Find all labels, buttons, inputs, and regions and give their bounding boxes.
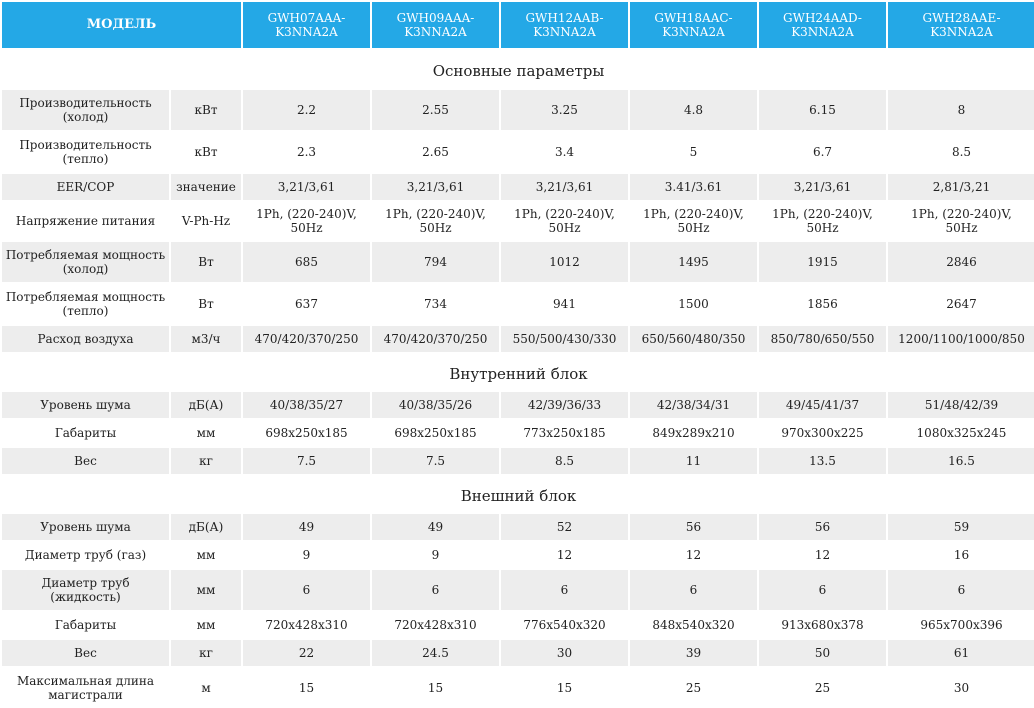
param-unit: кг xyxy=(170,447,242,475)
value-cell: 3,21/3,61 xyxy=(242,173,371,201)
param-unit: кВт xyxy=(170,89,242,131)
value-cell: 2.65 xyxy=(371,131,500,173)
value-cell: 1500 xyxy=(629,283,758,325)
value-cell: 3,21/3,61 xyxy=(500,173,629,201)
value-cell: 24.5 xyxy=(371,639,500,667)
section-header-row xyxy=(1,49,1034,89)
value-cell: 5 xyxy=(629,131,758,173)
param-name: EER/COP xyxy=(1,173,170,201)
value-cell: 42/38/34/31 xyxy=(629,391,758,419)
value-cell: 6 xyxy=(887,569,1034,611)
section-title: Основные параметры xyxy=(1,49,1034,89)
param-name: Производительность (холод) xyxy=(1,89,170,131)
param-unit: м xyxy=(170,667,242,708)
spec-row xyxy=(1,447,1034,475)
param-name: Габариты xyxy=(1,611,170,639)
value-cell: 3,21/3,61 xyxy=(758,173,887,201)
param-unit: кг xyxy=(170,639,242,667)
value-cell: 61 xyxy=(887,639,1034,667)
value-cell: 8 xyxy=(887,89,1034,131)
value-cell: 39 xyxy=(629,639,758,667)
value-cell: 49 xyxy=(371,513,500,541)
value-cell: 42/39/36/33 xyxy=(500,391,629,419)
model-column-header: GWH07AAA- K3NNA2A xyxy=(242,1,371,49)
spec-row xyxy=(1,283,1034,325)
value-cell: 3,21/3,61 xyxy=(371,173,500,201)
param-name: Диаметр труб (газ) xyxy=(1,541,170,569)
model-column-header: GWH12AAB- K3NNA2A xyxy=(500,1,629,49)
value-cell: 1856 xyxy=(758,283,887,325)
value-cell: 1495 xyxy=(629,241,758,283)
value-cell: 59 xyxy=(887,513,1034,541)
value-cell: 50 xyxy=(758,639,887,667)
value-cell: 25 xyxy=(758,667,887,708)
param-unit: Вт xyxy=(170,241,242,283)
value-cell: 9 xyxy=(371,541,500,569)
value-cell: 56 xyxy=(758,513,887,541)
value-cell: 12 xyxy=(500,541,629,569)
value-cell: 850/780/650/550 xyxy=(758,325,887,353)
param-name: Расход воздуха xyxy=(1,325,170,353)
value-cell: 698x250x185 xyxy=(242,419,371,447)
value-cell: 849x289x210 xyxy=(629,419,758,447)
value-cell: 30 xyxy=(887,667,1034,708)
value-cell: 16.5 xyxy=(887,447,1034,475)
value-cell: 15 xyxy=(371,667,500,708)
value-cell: 698x250x185 xyxy=(371,419,500,447)
value-cell: 12 xyxy=(758,541,887,569)
value-cell: 470/420/370/250 xyxy=(242,325,371,353)
value-cell: 25 xyxy=(629,667,758,708)
value-cell: 1Ph, (220-240)V, 50Hz xyxy=(500,201,629,241)
value-cell: 650/560/480/350 xyxy=(629,325,758,353)
value-cell: 2846 xyxy=(887,241,1034,283)
value-cell: 550/500/430/330 xyxy=(500,325,629,353)
spec-row xyxy=(1,541,1034,569)
value-cell: 720x428x310 xyxy=(371,611,500,639)
value-cell: 970x300x225 xyxy=(758,419,887,447)
value-cell: 9 xyxy=(242,541,371,569)
param-name: Потребляемая мощность (холод) xyxy=(1,241,170,283)
value-cell: 913x680x378 xyxy=(758,611,887,639)
section-title: Внутренний блок xyxy=(1,353,1034,391)
spec-row xyxy=(1,391,1034,419)
section-header-row xyxy=(1,475,1034,513)
value-cell: 22 xyxy=(242,639,371,667)
spec-row xyxy=(1,325,1034,353)
param-unit: дБ(А) xyxy=(170,391,242,419)
value-cell: 8.5 xyxy=(887,131,1034,173)
value-cell: 2.55 xyxy=(371,89,500,131)
value-cell: 637 xyxy=(242,283,371,325)
spec-row xyxy=(1,131,1034,173)
param-unit: V-Ph-Hz xyxy=(170,201,242,241)
value-cell: 1012 xyxy=(500,241,629,283)
value-cell: 40/38/35/26 xyxy=(371,391,500,419)
param-unit: мм xyxy=(170,419,242,447)
value-cell: 470/420/370/250 xyxy=(371,325,500,353)
param-name: Диаметр труб (жидкость) xyxy=(1,569,170,611)
param-unit: значение xyxy=(170,173,242,201)
param-name: Уровень шума xyxy=(1,513,170,541)
param-unit: дБ(А) xyxy=(170,513,242,541)
value-cell: 7.5 xyxy=(242,447,371,475)
value-cell: 49 xyxy=(242,513,371,541)
value-cell: 1Ph, (220-240)V, 50Hz xyxy=(242,201,371,241)
spec-row xyxy=(1,639,1034,667)
value-cell: 685 xyxy=(242,241,371,283)
param-name: Уровень шума xyxy=(1,391,170,419)
param-unit: мм xyxy=(170,611,242,639)
value-cell: 6 xyxy=(242,569,371,611)
value-cell: 1Ph, (220-240)V, 50Hz xyxy=(887,201,1034,241)
value-cell: 11 xyxy=(629,447,758,475)
value-cell: 734 xyxy=(371,283,500,325)
param-unit: кВт xyxy=(170,131,242,173)
value-cell: 13.5 xyxy=(758,447,887,475)
value-cell: 6 xyxy=(500,569,629,611)
value-cell: 2,81/3,21 xyxy=(887,173,1034,201)
value-cell: 15 xyxy=(500,667,629,708)
spec-row xyxy=(1,201,1034,241)
param-unit: м3/ч xyxy=(170,325,242,353)
value-cell: 16 xyxy=(887,541,1034,569)
spec-row xyxy=(1,611,1034,639)
value-cell: 15 xyxy=(242,667,371,708)
value-cell: 773x250x185 xyxy=(500,419,629,447)
value-cell: 6 xyxy=(758,569,887,611)
value-cell: 4.8 xyxy=(629,89,758,131)
param-name: Максимальная длина магистрали xyxy=(1,667,170,708)
value-cell: 941 xyxy=(500,283,629,325)
value-cell: 49/45/41/37 xyxy=(758,391,887,419)
value-cell: 6 xyxy=(629,569,758,611)
value-cell: 40/38/35/27 xyxy=(242,391,371,419)
value-cell: 794 xyxy=(371,241,500,283)
model-column-header: GWH28AAE- K3NNA2A xyxy=(887,1,1034,49)
value-cell: 1Ph, (220-240)V, 50Hz xyxy=(371,201,500,241)
spec-row xyxy=(1,173,1034,201)
model-column-header: GWH24AAD- K3NNA2A xyxy=(758,1,887,49)
model-header: МОДЕЛЬ xyxy=(1,1,242,49)
param-name: Вес xyxy=(1,447,170,475)
value-cell: 3.4 xyxy=(500,131,629,173)
model-column-header: GWH09AAA- K3NNA2A xyxy=(371,1,500,49)
value-cell: 12 xyxy=(629,541,758,569)
param-name: Потребляемая мощность (тепло) xyxy=(1,283,170,325)
param-name: Напряжение питания xyxy=(1,201,170,241)
spec-row xyxy=(1,667,1034,708)
value-cell: 51/48/42/39 xyxy=(887,391,1034,419)
value-cell: 1200/1100/1000/850 xyxy=(887,325,1034,353)
section-header-row xyxy=(1,353,1034,391)
value-cell: 2.2 xyxy=(242,89,371,131)
value-cell: 2647 xyxy=(887,283,1034,325)
value-cell: 3.41/3.61 xyxy=(629,173,758,201)
param-unit: мм xyxy=(170,569,242,611)
value-cell: 1915 xyxy=(758,241,887,283)
spec-row xyxy=(1,569,1034,611)
value-cell: 7.5 xyxy=(371,447,500,475)
value-cell: 8.5 xyxy=(500,447,629,475)
value-cell: 56 xyxy=(629,513,758,541)
spec-row xyxy=(1,241,1034,283)
spec-row xyxy=(1,89,1034,131)
value-cell: 720x428x310 xyxy=(242,611,371,639)
value-cell: 30 xyxy=(500,639,629,667)
value-cell: 848x540x320 xyxy=(629,611,758,639)
value-cell: 965x700x396 xyxy=(887,611,1034,639)
value-cell: 6 xyxy=(371,569,500,611)
value-cell: 6.7 xyxy=(758,131,887,173)
value-cell: 1080x325x245 xyxy=(887,419,1034,447)
spec-row xyxy=(1,419,1034,447)
param-name: Вес xyxy=(1,639,170,667)
section-title: Внешний блок xyxy=(1,475,1034,513)
value-cell: 6.15 xyxy=(758,89,887,131)
value-cell: 1Ph, (220-240)V, 50Hz xyxy=(758,201,887,241)
value-cell: 3.25 xyxy=(500,89,629,131)
model-column-header: GWH18AAC- K3NNA2A xyxy=(629,1,758,49)
value-cell: 776x540x320 xyxy=(500,611,629,639)
spec-row xyxy=(1,513,1034,541)
param-name: Габариты xyxy=(1,419,170,447)
param-unit: Вт xyxy=(170,283,242,325)
param-unit: мм xyxy=(170,541,242,569)
value-cell: 1Ph, (220-240)V, 50Hz xyxy=(629,201,758,241)
value-cell: 2.3 xyxy=(242,131,371,173)
header-row xyxy=(1,1,1034,49)
param-name: Производительность (тепло) xyxy=(1,131,170,173)
value-cell: 52 xyxy=(500,513,629,541)
spec-body xyxy=(1,49,1034,708)
